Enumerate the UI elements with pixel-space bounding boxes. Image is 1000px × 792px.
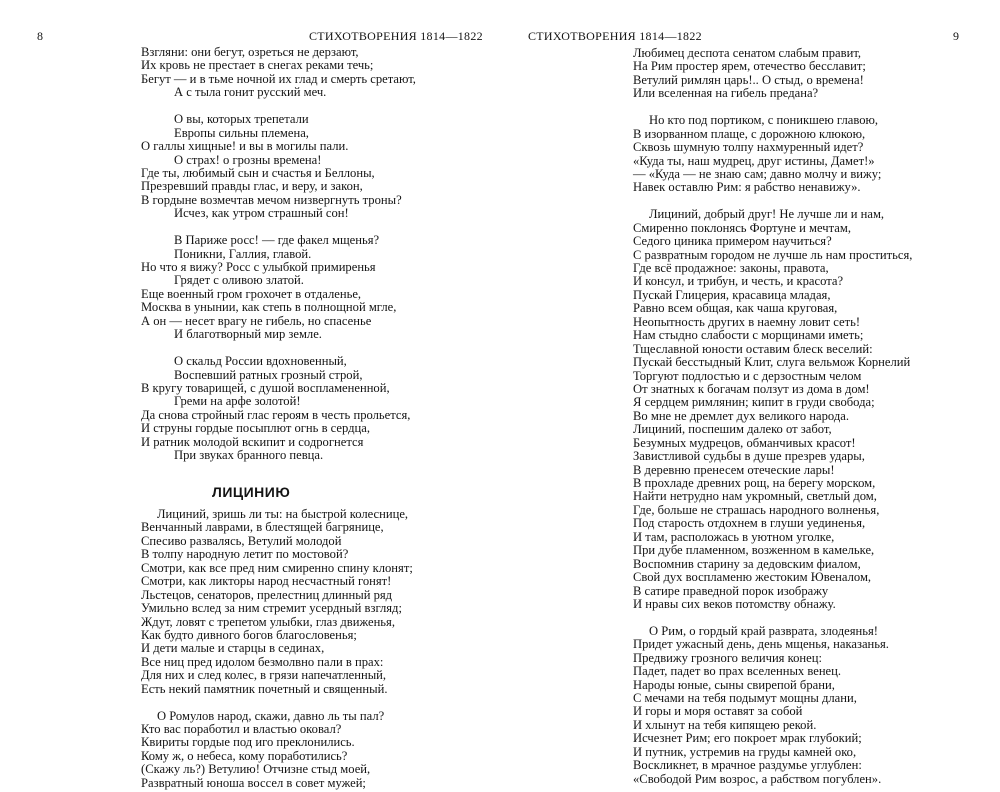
verse-line: Исчезнет Рим; его покроет мрак глубокий; xyxy=(633,731,862,746)
verse-line: И ратник молодой вскипит и содрогнется xyxy=(141,434,364,449)
verse-line: Поникни, Галлия, главой. xyxy=(174,246,312,261)
verse-line: Смиренно поклонясь Фортуне и мечтам, xyxy=(633,220,851,235)
stanza-break xyxy=(633,101,912,114)
verse-line: И консул, и трибун, и честь, и красота? xyxy=(633,274,844,289)
verse-line: О галлы хищные! и вы в могилы пали. xyxy=(141,139,349,154)
verse-line: Европы сильны племена, xyxy=(174,125,309,140)
verse-line: Как будто дивного богов благословенья; xyxy=(141,627,357,642)
verse-line: В прохладе древних рощ, на берегу морском, xyxy=(633,476,876,490)
verse-line: «Свободой Рим возрос, а рабством погублен». xyxy=(633,771,882,786)
verse-line: Лициний, зришь ли ты: на быстрой колеснице, xyxy=(157,507,409,521)
verse-line: Любимец деспота сенатом слабым правит, xyxy=(633,46,862,60)
verse-line: Седого циника примером научиться? xyxy=(633,234,832,249)
verse-line: Торгуют подлостью и с дерзостным челом xyxy=(633,368,862,383)
verse-line: Но что я вижу? Росс с улыбкой примиренья xyxy=(141,260,376,274)
verse-line: В Париже росс! — где факел мщенья? xyxy=(174,233,380,248)
stanza-break xyxy=(141,696,416,709)
running-head: СТИХОТВОРЕНИЯ 1814—1822 xyxy=(309,29,483,43)
verse-line: И благотворный мир земле. xyxy=(174,327,322,342)
verse-line: Греми на арфе золотой! xyxy=(174,394,301,409)
poem-text xyxy=(141,46,416,790)
verse-line: И там, расположась в уютном уголке, xyxy=(633,529,835,544)
verse-line: Все ниц пред идолом безмолвно пали в прах: xyxy=(141,654,384,669)
verse-line: И струны гордые посыплют огнь в сердца, xyxy=(141,421,371,436)
verse-line: «Куда ты, наш мудрец, друг истины, Дамет!» xyxy=(633,153,875,168)
stanza-break xyxy=(633,195,912,208)
poem-text xyxy=(633,47,912,786)
verse-line: Развратный юноша воссел в совет мужей; xyxy=(141,775,366,790)
verse-line: Их кровь не престает в снегах реками течь; xyxy=(141,58,374,73)
verse-line: Где всё продажное: законы, правота, xyxy=(633,261,829,275)
poem-title: ЛИЦИНИЮ xyxy=(212,484,291,500)
verse-line: В толпу народную летит по мостовой? xyxy=(141,547,349,562)
verse-line: При звуках бранного певца. xyxy=(174,448,324,463)
verse-line: Где, больше не страшась народного волненья, xyxy=(633,502,880,517)
verse-line: Предвижу грозного величия конец: xyxy=(633,650,822,665)
verse-line: Свой дух воспламеню жестоким Ювеналом, xyxy=(633,570,872,585)
verse-line: Москва в унынии, как степь в полнощной мгле, xyxy=(141,300,397,315)
verse-line: Да снова стройный глас героям в честь прольется, xyxy=(141,407,411,422)
verse-line: Завистливой судьбы в душе презрев удары, xyxy=(633,449,865,464)
verse-line: Льстецов, сенаторов, прелестниц длинный ряд xyxy=(141,587,393,602)
stanza-break xyxy=(141,342,416,355)
verse-line: Где ты, любимый сын и счастья и Беллоны, xyxy=(141,165,375,180)
verse-line: Грядет с оливою златой. xyxy=(174,273,304,288)
verse-line: В гордыне возмечтав мечом низвергнуть троны? xyxy=(141,192,402,207)
verse-line: Спесиво развалясь, Ветулий молодой xyxy=(141,533,342,548)
page-number: 9 xyxy=(953,29,959,43)
verse-line: Нам стыдно слабости с морщинами иметь; xyxy=(633,328,864,343)
verse-line: Исчез, как утром страшный сон! xyxy=(174,206,349,221)
verse-line: И хлынут на тебя кипящею рекой. xyxy=(633,717,817,732)
verse-line: Ветулий римлян царь!.. О стыд, о времена! xyxy=(633,72,864,87)
verse-line: Сквозь шумную толпу нахмуренный идет? xyxy=(633,140,864,155)
verse-line: — «Куда — не знаю сам; давно молчу и вижу; xyxy=(633,166,882,181)
verse-line: Воспевший ратных грозный строй, xyxy=(174,367,363,382)
verse-line: И нравы сих веков потомству обнажу. xyxy=(633,596,836,611)
verse-line: Навек оставлю Рим: я рабство ненавижу». xyxy=(633,180,861,195)
verse-line: Пускай Глицерия, красавица младая, xyxy=(633,287,831,302)
verse-line: Кто вас поработил и властью оковал? xyxy=(141,722,342,736)
verse-line: А с тыла гонит русский меч. xyxy=(174,85,327,100)
verse-line: Во мне не дремлет дух великого народа. xyxy=(633,408,849,423)
verse-line: В кругу товарищей, с душой воспламененной, xyxy=(141,380,390,395)
verse-line: А он — несет врагу не гибель, но спасенье xyxy=(141,313,372,328)
verse-line: Квириты гордые под иго преклонились. xyxy=(141,735,355,750)
verse-line: Для них и след колес, в грязи напечатленный, xyxy=(141,668,387,683)
verse-line: О страх! о грозны времена! xyxy=(174,152,322,167)
verse-line: Есть некий памятник почетный и священный. xyxy=(141,681,388,696)
verse-line: О Ромулов народ, скажи, давно ль ты пал? xyxy=(157,708,385,723)
verse-line: Падет, падет во прах вселенных венец. xyxy=(633,664,842,679)
verse-line: Воскликнет, в мрачное раздумье углублен: xyxy=(633,758,862,773)
verse-line: О вы, которых трепетали xyxy=(174,112,309,127)
verse-line: В изорванном плаще, с дорожною клюкою, xyxy=(633,126,866,141)
verse-line: Лициний, добрый друг! Не лучше ли и нам, xyxy=(649,207,885,222)
page-number: 8 xyxy=(37,29,43,43)
verse-line: Кому ж, о небеса, кому поработились? xyxy=(141,748,348,763)
verse-line: С мечами на тебя подымут мощны длани, xyxy=(633,691,857,705)
running-head: СТИХОТВОРЕНИЯ 1814—1822 xyxy=(528,29,702,43)
verse-line: И горы и моря оставят за собой xyxy=(633,704,803,719)
stanza-break xyxy=(141,221,416,234)
verse-line: Найти нетрудно нам укромный, светлый дом, xyxy=(633,489,877,504)
stanza-break xyxy=(141,463,416,476)
verse-line: Воспомнив старину за дедовским фиалом, xyxy=(633,556,861,571)
verse-line: Еще военный гром грохочет в отдаленье, xyxy=(141,286,362,301)
verse-line: В сатире праведной порок изображу xyxy=(633,583,829,598)
verse-line: Венчанный лаврами, в блестящей багрянице, xyxy=(141,520,384,535)
verse-line: И путник, устремив на груды камней око, xyxy=(633,744,857,759)
verse-line: Пускай бесстыдный Клит, слуга вельмож Корнелий xyxy=(633,355,911,370)
right-page xyxy=(500,0,1000,792)
verse-line: Под старость отдохнем в глуши уединенья, xyxy=(633,516,866,531)
verse-line: О скальд России вдохновенный, xyxy=(174,354,347,369)
verse-line: Бегут — и в тьме ночной их глад и смерть сретают, xyxy=(141,71,416,86)
verse-line: Лициний, поспешим далеко от забот, xyxy=(633,422,832,437)
verse-line: Смотри, как все пред ним смиренно спину клонят; xyxy=(141,560,413,575)
verse-line: Безумных мудрецов, обманчивых красот! xyxy=(633,435,856,450)
verse-line: На Рим простер ярем, отечество бесславит; xyxy=(633,59,866,74)
verse-line: Ждут, ловят с трепетом улыбки, глаз движенья, xyxy=(141,614,395,629)
stanza-break xyxy=(141,100,416,113)
verse-line: Но кто под портиком, с поникшею главою, xyxy=(649,113,879,128)
verse-line: Народы юные, сыны свирепой брани, xyxy=(633,677,835,692)
verse-line: Или вселенная на гибель предана? xyxy=(633,86,819,101)
verse-line: Придет ужасный день, день мщенья, наказанья. xyxy=(633,637,889,652)
verse-line: В деревню пренесем отеческие лары! xyxy=(633,462,835,477)
verse-line: С развратным городом не лучше ль нам проститься, xyxy=(633,247,913,262)
verse-line: Взгляни: они бегут, озреться не дерзают, xyxy=(141,45,359,59)
stanza-break xyxy=(633,611,912,624)
verse-line: При дубе пламенном, возженном в камельке, xyxy=(633,543,875,558)
verse-line: Смотри, как ликторы народ несчастный гонят! xyxy=(141,574,392,589)
verse-line: Умильно вслед за ним стремит усердный взгляд; xyxy=(141,601,402,616)
verse-line: О Рим, о гордый край разврата, злодеянья! xyxy=(649,623,878,638)
verse-line: Тщеславной юности оставим блеск веселий: xyxy=(633,341,873,356)
verse-line: Презревший правды глас, и веру, и закон, xyxy=(141,179,363,194)
verse-line: От знатных к богачам ползут из дома в дом! xyxy=(633,381,870,396)
verse-line: Равно всем общая, как чаша круговая, xyxy=(633,301,838,316)
verse-line: (Скажу ль?) Ветулию! Отчизне стыд моей, xyxy=(141,762,371,777)
verse-line: Я сердцем римлянин; кипит в груди свобода; xyxy=(633,395,875,410)
verse-line: Неопытность других в наемну ловит сеть! xyxy=(633,314,861,329)
verse-line: И дети малые и старцы в сединах, xyxy=(141,641,325,656)
